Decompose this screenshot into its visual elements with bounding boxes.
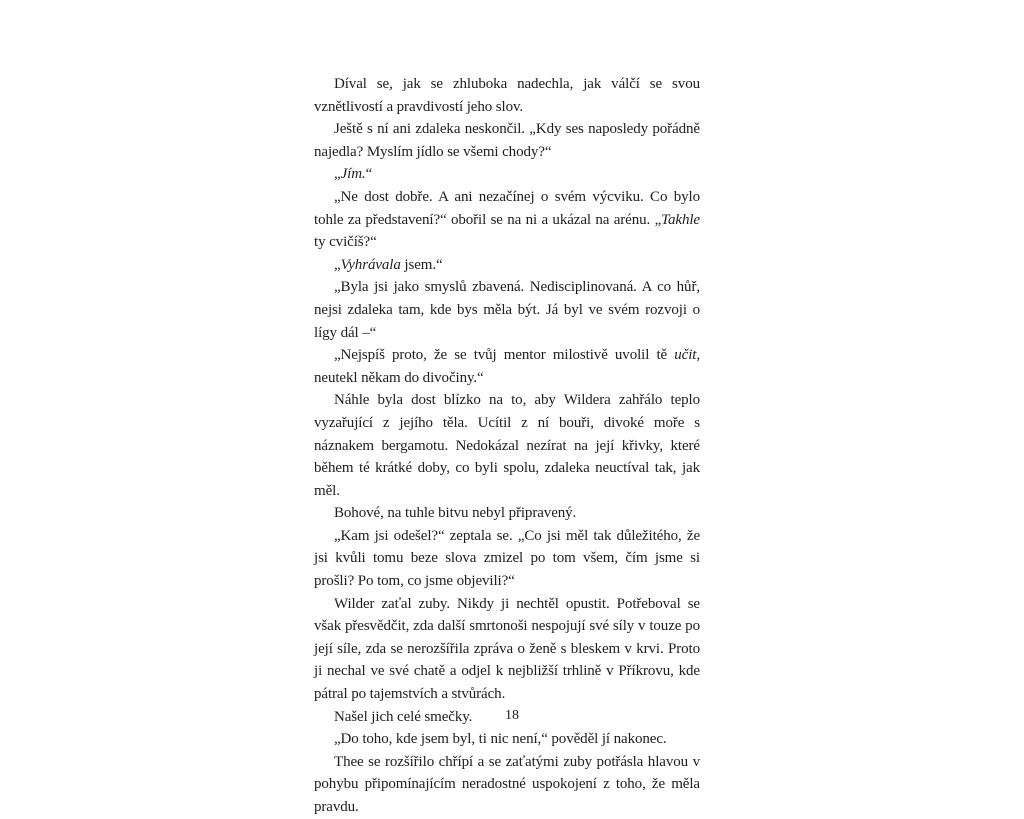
text-run: Díval se, jak se zhluboka nadechla, jak válčí se svou vznětlivostí a pravdivostí jeho slov. xyxy=(314,76,700,115)
text-run: „Do toho, kde jsem byl, ti nic není,“ pověděl jí nakonec. xyxy=(334,731,667,748)
text-run: „ xyxy=(334,256,341,273)
page-number: 18 xyxy=(505,708,519,723)
paragraph xyxy=(314,525,700,593)
paragraph xyxy=(314,344,700,389)
paragraph xyxy=(314,751,700,819)
text-run: „Kam jsi odešel?“ zeptala se. „Co jsi měl tak důležitého, že jsi kvůli tomu beze slova zmizel po tom všem, čím jsme si prošli? Po tom, co jsme objevili?“ xyxy=(314,527,700,590)
italic-text-run: Vyhrávala xyxy=(340,256,401,273)
text-run: Našel jich celé smečky. xyxy=(334,708,473,725)
text-run: Wilder zaťal zuby. Nikdy ji nechtěl opustit. Potřeboval se však přesvědčit, zda další smrtonoši nespojují své síly v touze po její síle, zda se nerozšířila zpráva o ženě s bleskem v krvi. Proto ji nechal ve své chatě a odjel k nejbližší trhlině v Příkrovu, kde pátral po tajemstvích a stvůrách. xyxy=(314,595,700,703)
italic-text-run: Takhle xyxy=(661,211,700,228)
paragraph xyxy=(314,118,700,163)
text-run: , neutekl někam do divočiny.“ xyxy=(314,347,700,386)
paragraph xyxy=(314,163,700,186)
paragraph xyxy=(314,73,700,118)
text-run: „ xyxy=(334,166,341,183)
paragraph xyxy=(314,254,700,277)
text-run: Thee se rozšířilo chřípí a se zaťatými zuby potřásla hlavou v pohybu připomínajícím neradostné uspokojení z toho, že měla pravdu. xyxy=(314,753,700,815)
paragraph xyxy=(314,593,700,706)
paragraph xyxy=(314,728,700,751)
text-run: Náhle byla dost blízko na to, aby Wildera zahřálo teplo vyzařující z jejího těla. Ucítil z ní bouři, divoké moře s náznakem bergamotu. Nedokázal nezírat na její křivky, které během té krátké doby, co byli spolu, zdaleka neuctíval tak, jak měl. xyxy=(314,392,700,499)
italic-text-run: učit xyxy=(674,347,697,364)
text-run: „Byla jsi jako smyslů zbavená. Nedisciplinovaná. A co hůř, nejsi zdaleka tam, kde bys měla být. Já byl ve svém rozvoji o lígy dál –“ xyxy=(314,279,700,341)
italic-text-run: Jím. xyxy=(340,166,366,183)
paragraph xyxy=(314,502,700,525)
text-run: Ještě s ní ani zdaleka neskončil. „Kdy ses naposledy pořádně najedla? Myslím jídlo se všemi chody?“ xyxy=(314,121,700,160)
text-run: ty cvičíš?“ xyxy=(314,234,377,251)
text-run: „Ne dost dobře. A ani nezačínej o svém výcviku. Co bylo tohle za představení?“ obořil se na ni a ukázal na arénu. „ xyxy=(314,188,700,228)
paragraph xyxy=(314,276,700,344)
text-run: „Nejspíš proto, že se tvůj mentor milostivě uvolil tě xyxy=(334,347,675,364)
paragraph xyxy=(314,389,700,502)
text-run: “ xyxy=(365,166,373,183)
text-run: jsem.“ xyxy=(400,256,443,273)
text-run: Bohové, na tuhle bitvu nebyl připravený. xyxy=(334,505,577,522)
paragraph xyxy=(314,186,700,254)
